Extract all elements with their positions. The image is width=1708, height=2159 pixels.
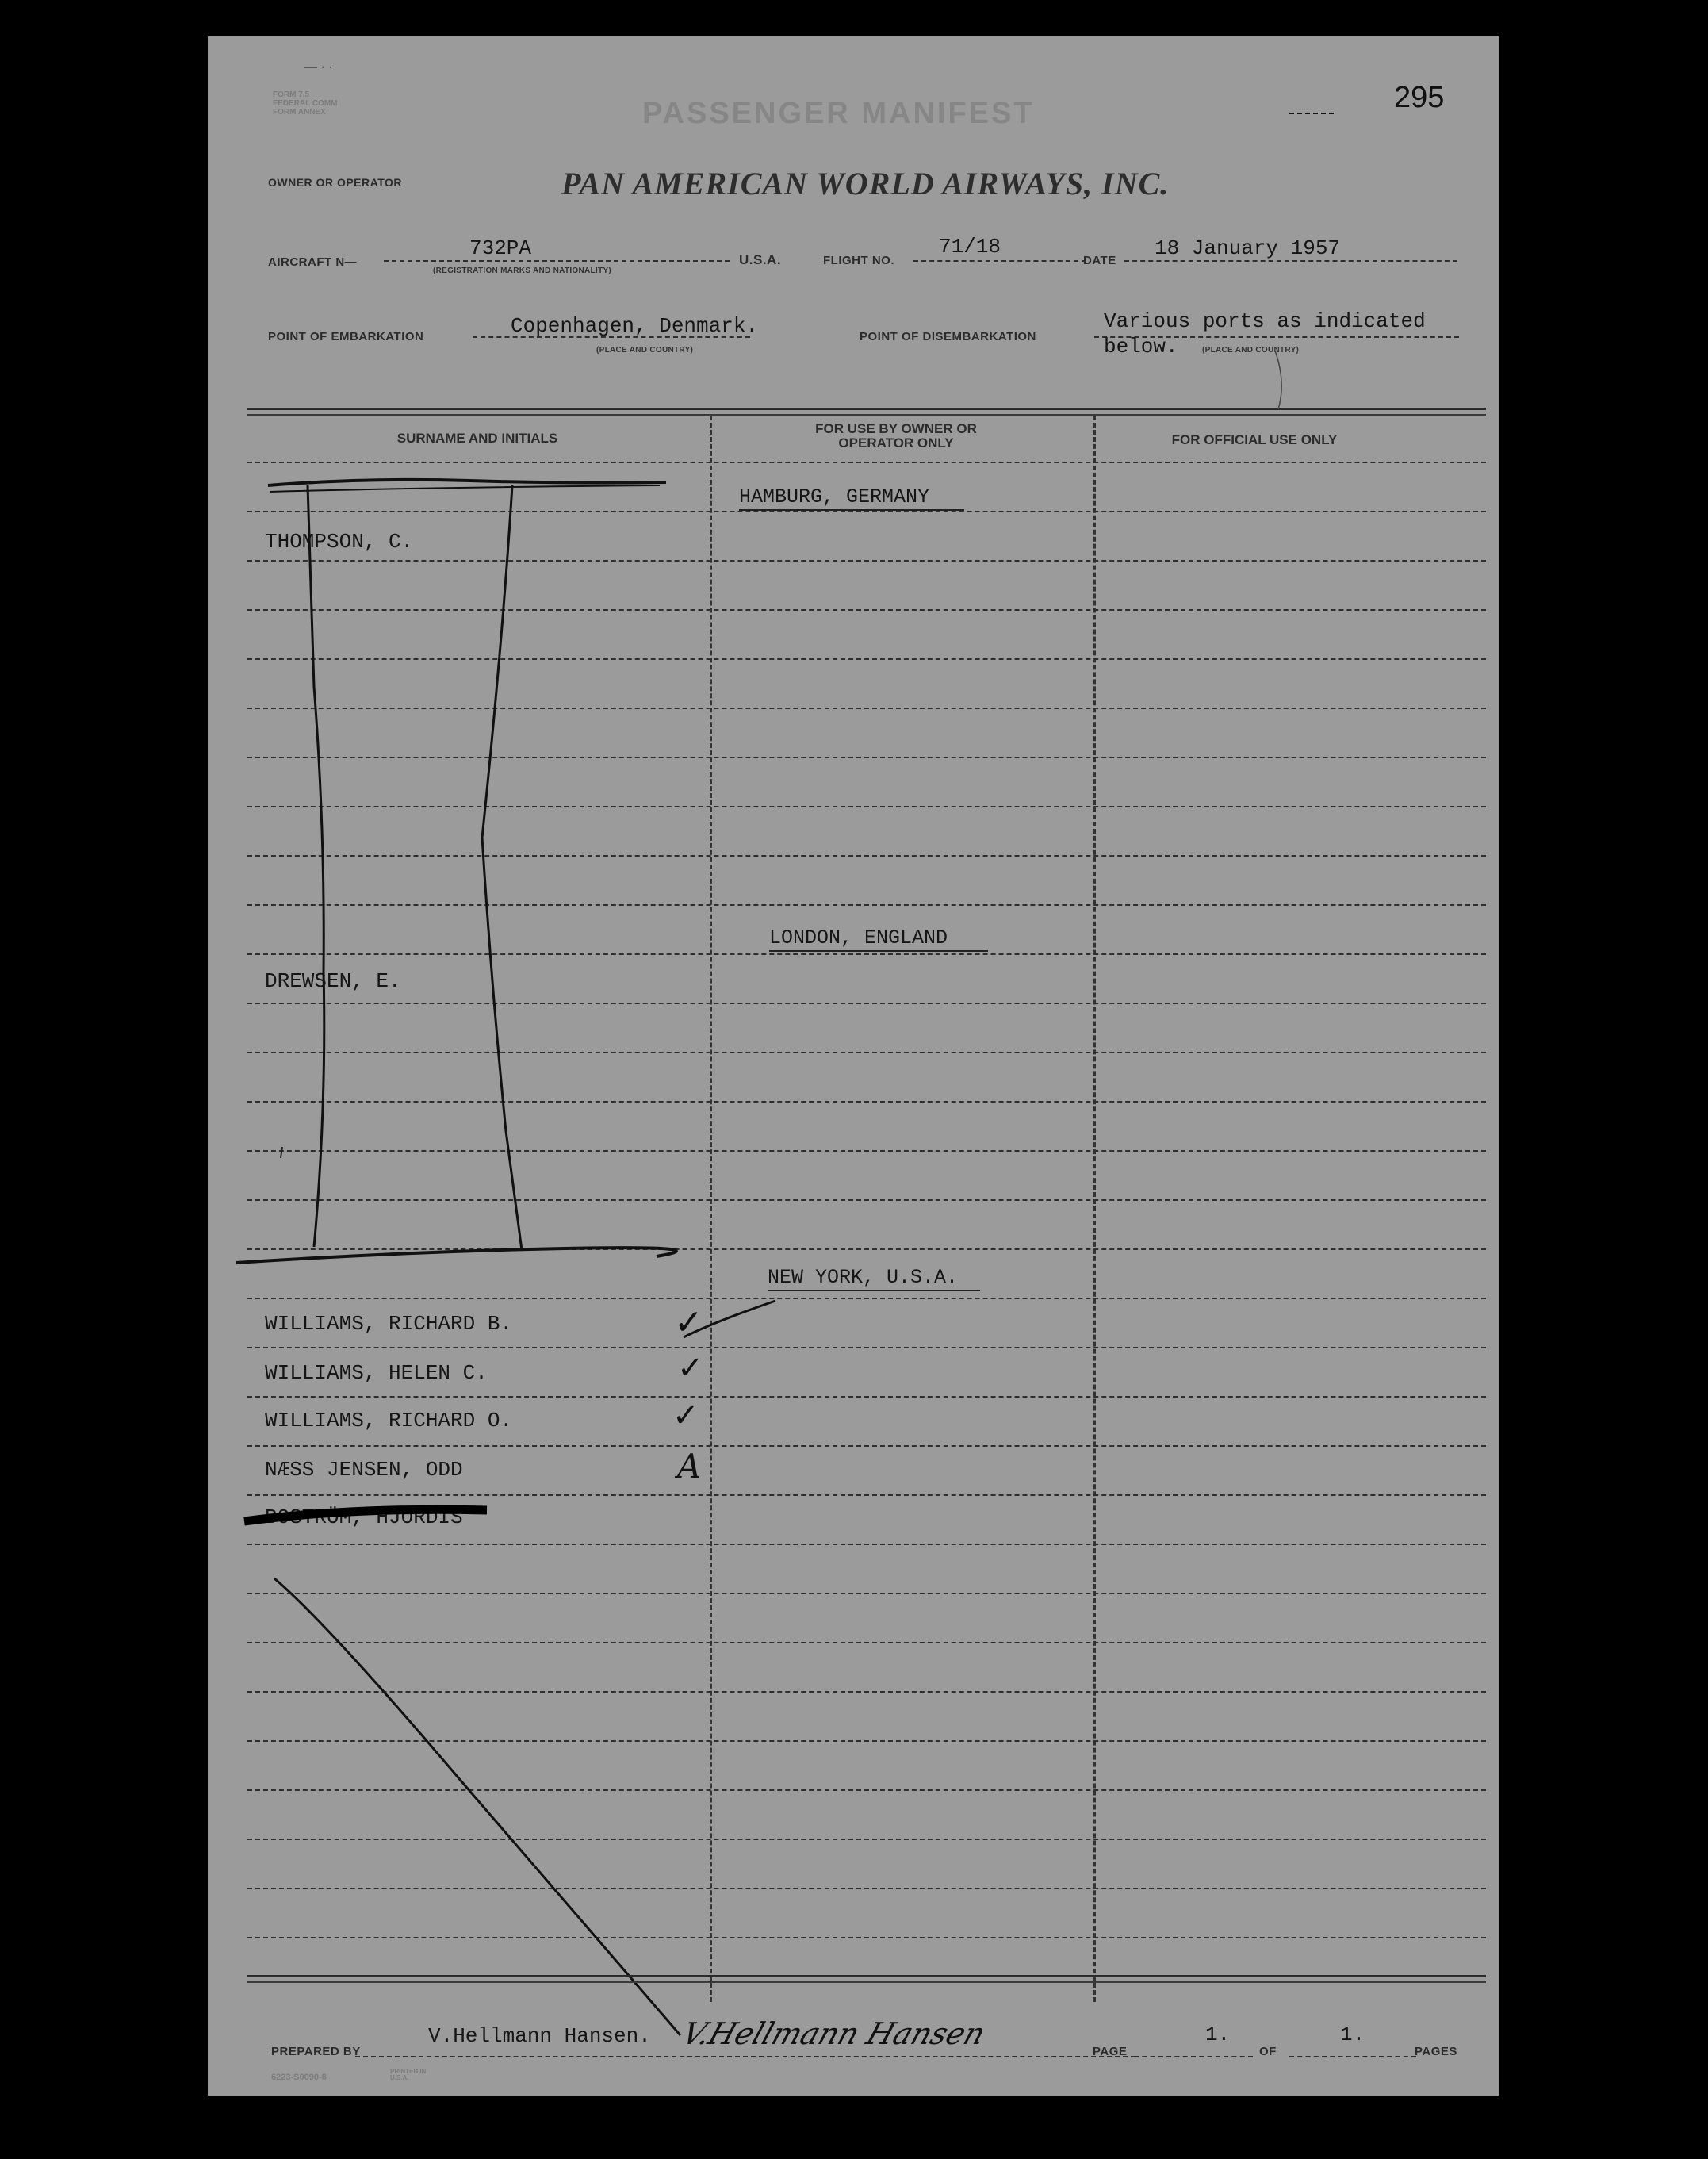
passenger-name-struck: BOSTRÖM, HJÖRDIS <box>265 1505 463 1529</box>
page-value: 1. <box>1205 2023 1231 2046</box>
embarkation-sublabel: (PLACE AND COUNTRY) <box>596 346 694 355</box>
page-label: PAGE <box>1093 2045 1128 2058</box>
of-label: OF <box>1259 2045 1277 2058</box>
form-note: FEDERAL COMM <box>273 99 338 108</box>
check-mark: ✓ <box>677 1350 704 1386</box>
passenger-name: DREWSEN, E. <box>265 969 401 993</box>
check-tail <box>684 1301 775 1337</box>
of-value: 1. <box>1340 2023 1365 2046</box>
bracket-top-stroke-2 <box>270 485 660 492</box>
aircraft-label: AIRCRAFT N— <box>268 255 358 269</box>
disembarkation-place-cont: below. <box>1104 335 1178 359</box>
passenger-name: THOMPSON, C. <box>265 530 414 554</box>
aircraft-sublabel: (REGISTRATION MARKS AND NATIONALITY) <box>433 267 612 275</box>
column-header-surname: SURNAME AND INITIALS <box>396 431 558 446</box>
form-note: FORM ANNEX <box>273 108 326 117</box>
pages-label: PAGES <box>1415 2045 1457 2058</box>
column-header-owner-use: FOR USE BY OWNER OR OPERATOR ONLY <box>815 421 977 451</box>
table-bottom-border <box>247 1975 1486 1977</box>
disembarkation-place: Various ports as indicated <box>1104 309 1426 333</box>
owner-label: OWNER OR OPERATOR <box>268 176 402 189</box>
embarkation-place: Copenhagen, Denmark. <box>511 314 759 338</box>
diagonal-cancel-line <box>274 1578 680 2035</box>
bracket-bottom-stroke <box>236 1248 676 1263</box>
passenger-name: WILLIAMS, RICHARD B. <box>265 1312 513 1336</box>
disembarkation-label: POINT OF DISEMBARKATION <box>860 330 1036 343</box>
flight-number: 71/18 <box>939 235 1001 259</box>
corner-marks: — · · <box>304 60 333 74</box>
check-mark: ✓ <box>674 1302 703 1343</box>
flight-label: FLIGHT NO. <box>823 254 894 267</box>
destination-london: LONDON, ENGLAND <box>769 926 948 949</box>
pen-markings <box>208 36 1499 2096</box>
date-label: DATE <box>1083 254 1116 267</box>
passenger-name: WILLIAMS, HELEN C. <box>265 1361 488 1385</box>
flight-date: 18 January 1957 <box>1155 236 1341 260</box>
column-header-official-use: FOR OFFICIAL USE ONLY <box>1171 432 1338 447</box>
of-underline <box>1289 2056 1416 2057</box>
bracket-right-stroke <box>482 485 522 1250</box>
bracket-left-stroke <box>308 485 324 1247</box>
page-underline <box>1134 2056 1253 2057</box>
destination-newyork: NEW YORK, U.S.A. <box>768 1266 959 1289</box>
prepared-by-underline <box>355 2056 1135 2057</box>
alien-mark: A <box>677 1447 702 1486</box>
aircraft-registration: 732PA <box>469 236 532 260</box>
passenger-name: WILLIAMS, RICHARD O. <box>265 1409 513 1432</box>
prepared-by-label: PREPARED BY <box>271 2045 361 2058</box>
printed-in: PRINTED IN U.S.A. <box>390 2068 427 2081</box>
signature: V.Hellmann Hansen <box>677 2016 990 2051</box>
aircraft-country: U.S.A. <box>739 252 782 267</box>
bracket-top-stroke <box>268 480 666 485</box>
document-title: PASSENGER MANIFEST <box>642 97 1035 130</box>
embarkation-label: POINT OF EMBARKATION <box>268 330 424 343</box>
passenger-name: NÆSS JENSEN, ODD <box>265 1458 463 1482</box>
tiny-stroke <box>1275 351 1281 409</box>
page-number: 295 <box>1394 81 1445 114</box>
form-code: 6223-S0090-8 <box>271 2073 327 2082</box>
prepared-by-name: V.Hellmann Hansen. <box>428 2024 651 2048</box>
small-tick-mark <box>281 1147 282 1158</box>
owner-name: PAN AMERICAN WORLD AIRWAYS, INC. <box>561 166 1170 201</box>
manifest-page <box>208 36 1499 2096</box>
strike-through <box>244 1509 487 1521</box>
table-bottom-border-2 <box>247 1981 1486 1983</box>
destination-hamburg: HAMBURG, GERMANY <box>739 485 930 508</box>
disembarkation-sublabel: (PLACE AND COUNTRY) <box>1202 346 1300 355</box>
check-mark: ✓ <box>672 1398 699 1434</box>
form-note: FORM 7.5 <box>273 90 310 99</box>
